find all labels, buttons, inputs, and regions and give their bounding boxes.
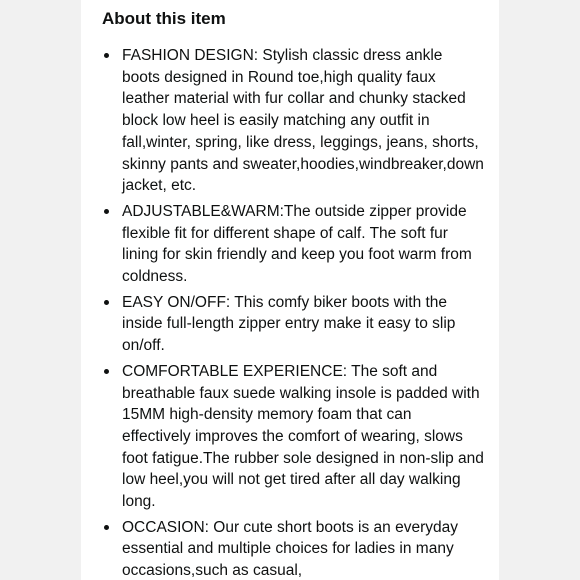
bullet-dot-icon <box>104 300 109 305</box>
bullet-dot-icon <box>104 525 109 530</box>
bullet-dot-icon <box>104 209 109 214</box>
bullet-dot-icon <box>104 369 109 374</box>
feature-bullet-text: EASY ON/OFF: This comfy biker boots with the inside full-length zipper entry make it easy to slip on/off. <box>122 293 456 355</box>
section-title: About this item <box>102 9 226 28</box>
bullet-dot-icon <box>104 53 109 58</box>
feature-bullet-adjustable-warm <box>100 201 484 288</box>
feature-bullet-text: COMFORTABLE EXPERIENCE: The soft and breathable faux suede walking insole is padded with 15MM high-density memory foam that can effectively improves the comfort of wearing, slows foot fatigue.The rubber sole designed in non-slip and low heel,you will not get tired after all day walking long. <box>122 362 484 511</box>
feature-bullet-text: FASHION DESIGN: Stylish classic dress ankle boots designed in Round toe,high quality faux leather material with fur collar and chunky stacked block low heel is easily matching any outfit in fall,winter, spring, like dress, leggings, jeans, shorts, skinny pants and sweater,hoodies,windbreaker,down jacket, etc. <box>122 47 484 195</box>
feature-bullet-easy-on-off <box>100 292 484 357</box>
feature-bullet-list <box>100 45 484 580</box>
feature-bullet-occasion <box>100 517 484 580</box>
feature-bullet-text: ADJUSTABLE&WARM:The outside zipper provide flexible fit for different shape of calf. The soft fur lining for skin friendly and keep you foot warm from coldness. <box>122 202 472 286</box>
feature-bullet-text: OCCASION: Our cute short boots is an everyday essential and multiple choices for ladies in many occasions,such as casual, <box>122 518 458 580</box>
about-this-item-card <box>81 0 499 580</box>
feature-bullet-fashion-design <box>100 45 484 197</box>
feature-bullet-comfortable-experience <box>100 361 484 513</box>
